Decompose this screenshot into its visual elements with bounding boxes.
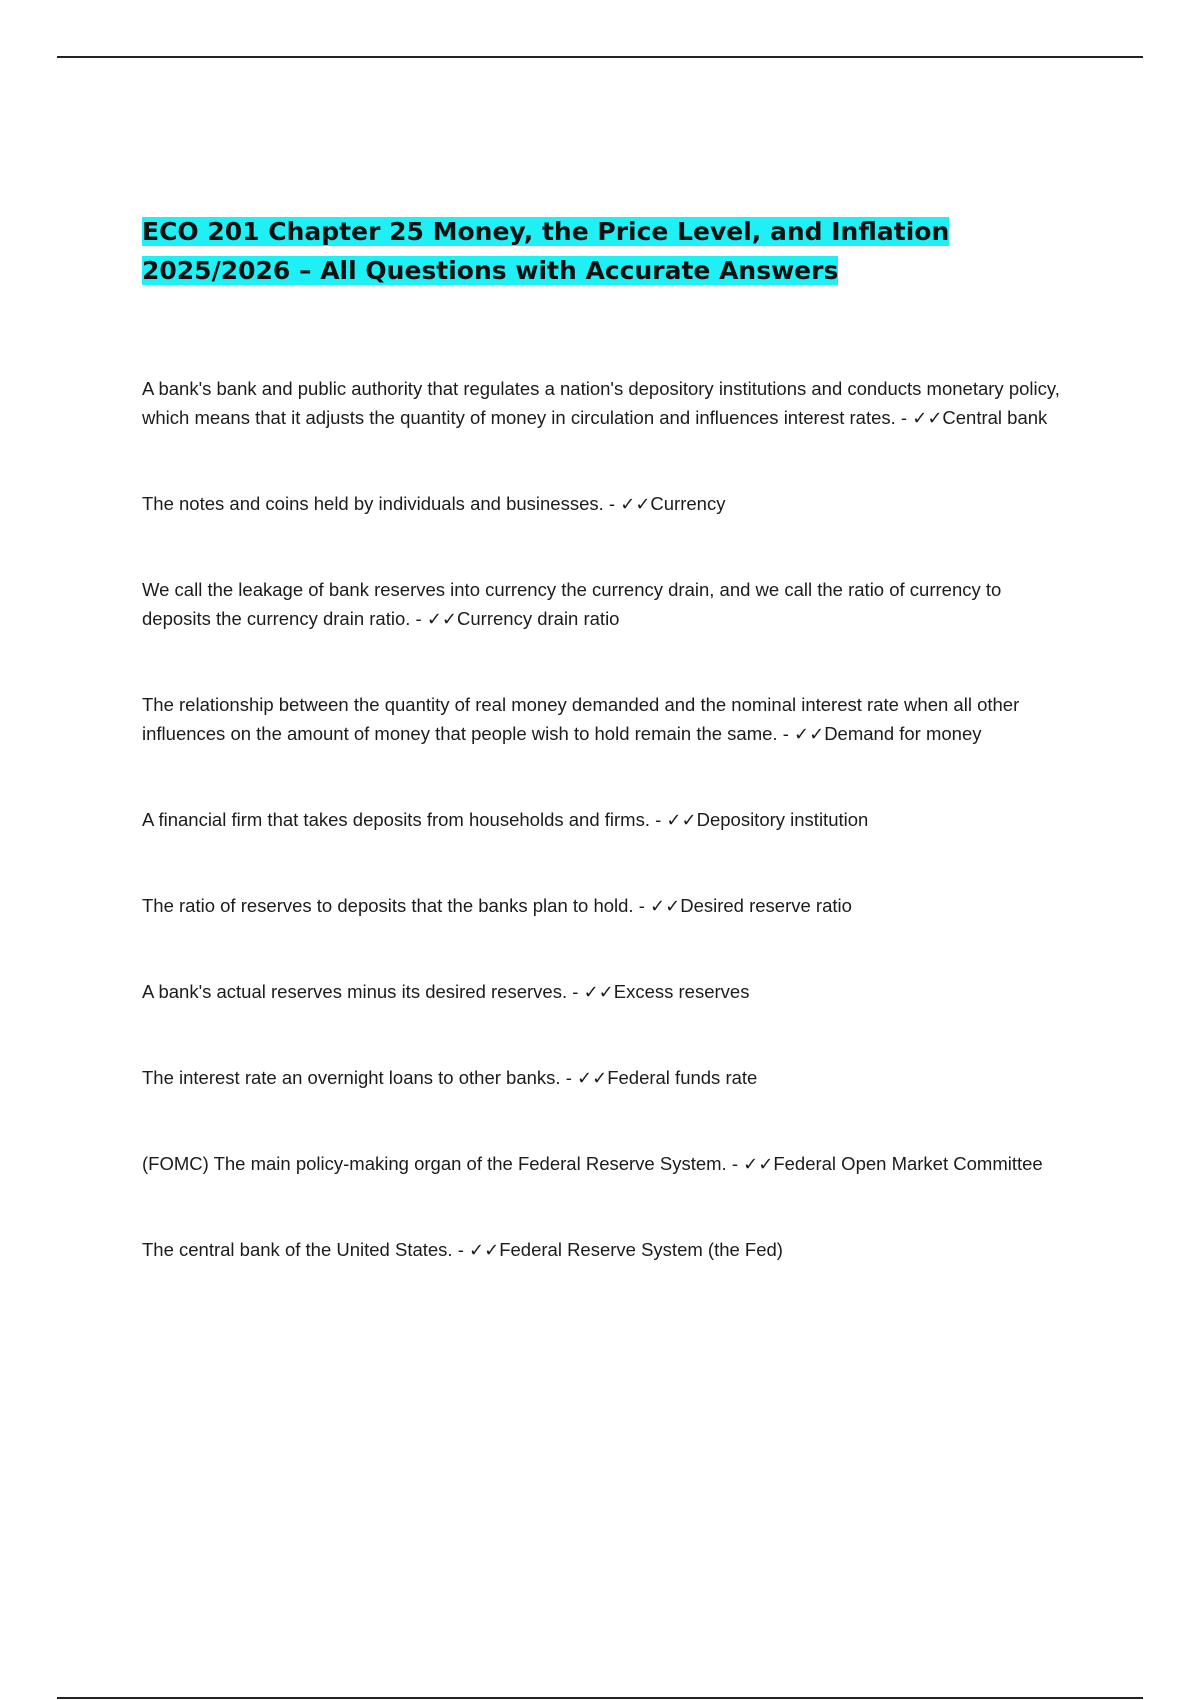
double-check-icon: ✓✓ <box>469 1240 500 1261</box>
separator: - <box>560 1067 578 1088</box>
qa-entry <box>142 977 1072 1007</box>
title-line-1: ECO 201 Chapter 25 Money, the Price Level, and Inflation <box>142 217 950 246</box>
bottom-horizontal-rule <box>57 1697 1143 1699</box>
question-text: The relationship between the quantity of real money demanded and the nominal interest rate when all other influences on the amount of money that people wish to hold remain the same. <box>142 694 1020 744</box>
document-body <box>142 212 1072 1321</box>
question-text: The interest rate an overnight loans to other banks. <box>142 1067 561 1088</box>
separator: - <box>603 493 621 514</box>
double-check-icon: ✓✓ <box>620 494 651 515</box>
separator: - <box>633 895 651 916</box>
answer-text: Currency drain ratio <box>457 608 620 629</box>
answer-text: Demand for money <box>824 723 982 744</box>
top-horizontal-rule <box>57 56 1143 58</box>
qa-list <box>142 374 1072 1265</box>
answer-text: Excess reserves <box>613 981 750 1002</box>
question-text: A bank's bank and public authority that regulates a nation's depository institutions and conducts monetary policy, which means that it adjusts the quantity of money in circulation and influences interest rates. <box>142 378 1060 428</box>
qa-entry <box>142 489 1072 519</box>
question-text: The central bank of the United States. <box>142 1239 453 1260</box>
answer-text: Federal Open Market Committee <box>773 1153 1043 1174</box>
double-check-icon: ✓✓ <box>650 896 681 917</box>
document-title <box>142 212 1072 290</box>
answer-text: Desired reserve ratio <box>680 895 852 916</box>
separator: - <box>895 407 913 428</box>
double-check-icon: ✓✓ <box>577 1068 608 1089</box>
title-line-2: 2025/2026 – All Questions with Accurate Answers <box>142 256 839 285</box>
qa-entry <box>142 575 1072 634</box>
qa-entry <box>142 1149 1072 1179</box>
double-check-icon: ✓✓ <box>426 609 458 630</box>
separator: - <box>567 981 584 1002</box>
answer-text: Currency <box>650 493 726 514</box>
separator: - <box>452 1239 470 1260</box>
question-text: The notes and coins held by individuals and businesses. <box>142 493 604 514</box>
qa-entry <box>142 1063 1072 1093</box>
qa-entry <box>142 690 1072 749</box>
question-text: We call the leakage of bank reserves into currency the currency drain, and we call the ratio of currency to deposits the currency drain ratio. <box>142 579 1002 629</box>
qa-entry <box>142 1235 1072 1265</box>
question-text: A bank's actual reserves minus its desired reserves. <box>142 981 568 1002</box>
qa-entry <box>142 891 1072 921</box>
separator: - <box>726 1153 744 1174</box>
answer-text: Federal Reserve System (the Fed) <box>499 1239 783 1260</box>
question-text: (FOMC) The main policy-making organ of the Federal Reserve System. <box>142 1153 727 1174</box>
qa-entry <box>142 805 1072 835</box>
answer-text: Central bank <box>942 407 1048 428</box>
double-check-icon: ✓✓ <box>912 408 943 429</box>
answer-text: Federal funds rate <box>607 1067 758 1088</box>
separator: - <box>649 809 667 830</box>
double-check-icon: ✓✓ <box>743 1154 774 1175</box>
separator: - <box>777 723 795 744</box>
question-text: The ratio of reserves to deposits that the banks plan to hold. <box>142 895 634 916</box>
double-check-icon: ✓✓ <box>794 724 825 745</box>
separator: - <box>410 608 427 629</box>
question-text: A financial firm that takes deposits from households and firms. <box>142 809 650 830</box>
double-check-icon: ✓✓ <box>583 982 614 1003</box>
double-check-icon: ✓✓ <box>666 810 697 831</box>
answer-text: Depository institution <box>696 809 869 830</box>
qa-entry <box>142 374 1072 433</box>
